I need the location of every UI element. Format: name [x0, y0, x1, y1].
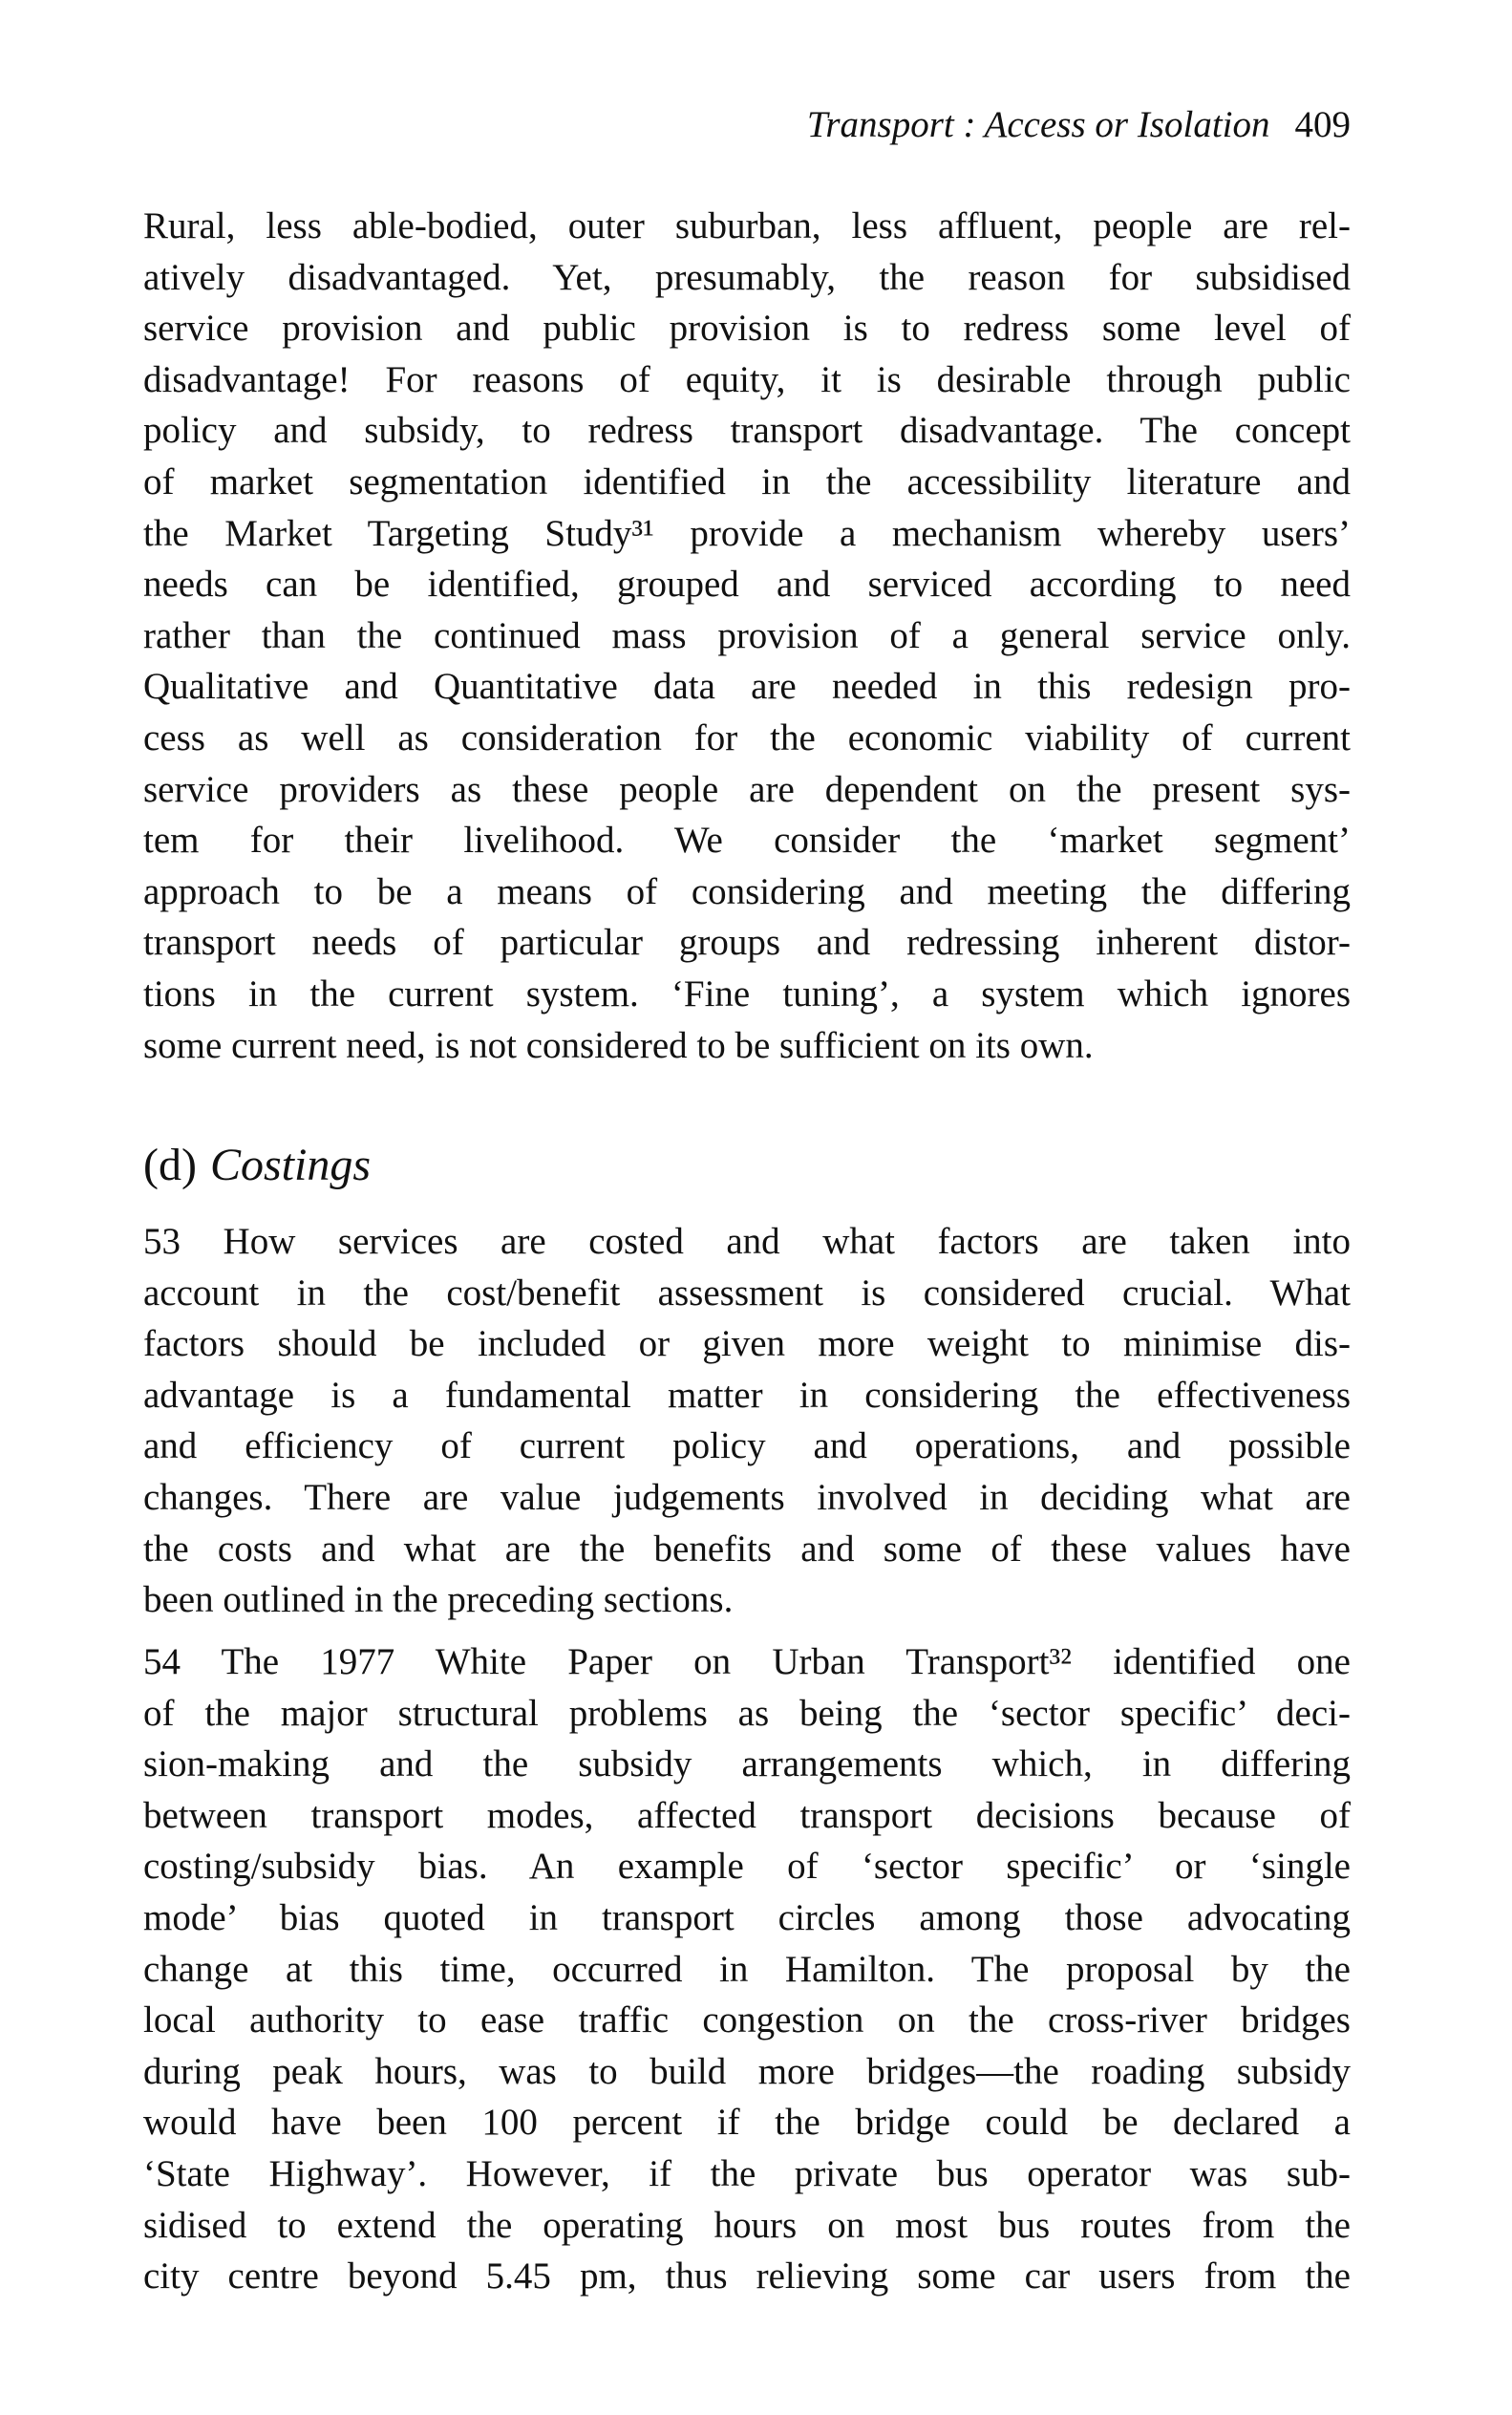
text-line: Rural, less able-bodied, outer suburban, less affluent, people are rel-: [143, 205, 1351, 246]
text-line: Qualitative and Quantitative data are needed in this redesign pro-: [143, 666, 1351, 708]
text-line: of the major structural problems as being the ‘sector specific’ deci-: [143, 1692, 1351, 1734]
text-line: mode’ bias quoted in transport circles among those advocating: [143, 1896, 1351, 1938]
section-heading: [143, 1139, 371, 1191]
text-line: changes. There are value judgements involved in deciding what are: [143, 1476, 1351, 1518]
text-line: rather than the continued mass provision of a general service only.: [143, 614, 1351, 656]
text-line: tions in the current system. ‘Fine tuning’, a system which ignores: [143, 972, 1351, 1015]
text-line: sidised to extend the operating hours on most bus routes from the: [143, 2204, 1351, 2246]
text-line: policy and subsidy, to redress transport disadvantage. The concept: [143, 410, 1351, 452]
section-label: (d): [143, 1140, 197, 1190]
text-line: atively disadvantaged. Yet, presumably, the reason for subsidised: [143, 256, 1351, 298]
text-line: sion-making and the subsidy arrangements which, in differing: [143, 1743, 1351, 1785]
text-line: transport needs of particular groups and redressing inherent distor-: [143, 922, 1351, 964]
text-line: of market segmentation identified in the accessibility literature and: [143, 460, 1351, 502]
text-line: and efficiency of current policy and operations, and possible: [143, 1425, 1351, 1467]
text-line: ‘State Highway’. However, if the private bus operator was sub-: [143, 2152, 1351, 2194]
paragraph-54: [143, 1636, 1351, 2302]
text-line: advantage is a fundamental matter in considering the effectiveness: [143, 1374, 1351, 1416]
text-line: between transport modes, affected transport decisions because of: [143, 1794, 1351, 1836]
text-line: change at this time, occurred in Hamilton. The proposal by the: [143, 1948, 1351, 1990]
text-line: costing/subsidy bias. An example of ‘sector specific’ or ‘single: [143, 1846, 1351, 1888]
text-line: 54 The 1977 White Paper on Urban Transport³² identified one: [143, 1641, 1351, 1682]
text-line: 53 How services are costed and what factors are taken into: [143, 1221, 1351, 1262]
running-header: [807, 103, 1351, 146]
text-line: cess as well as consideration for the economic viability of current: [143, 716, 1351, 759]
text-line: account in the cost/benefit assessment is considered crucial. What: [143, 1272, 1351, 1314]
text-line: some current need, is not considered to be sufficient on its own.: [143, 1024, 1094, 1066]
page-number: 409: [1294, 104, 1351, 145]
text-line: factors should be included or given more weight to minimise dis-: [143, 1323, 1351, 1365]
text-line: been outlined in the preceding sections.: [143, 1579, 734, 1621]
text-line: during peak hours, was to build more bridges—the roading subsidy: [143, 2050, 1351, 2092]
section-title: Costings: [209, 1140, 372, 1190]
text-line: service providers as these people are dependent on the present sys-: [143, 768, 1351, 810]
paragraph-53: [143, 1216, 1351, 1626]
text-line: local authority to ease traffic congestion on the cross-river bridges: [143, 1999, 1351, 2041]
text-line: disadvantage! For reasons of equity, it is desirable through public: [143, 358, 1351, 400]
text-line: would have been 100 percent if the bridge could be declared a: [143, 2102, 1351, 2144]
text-line: city centre beyond 5.45 pm, thus relieving some car users from the: [143, 2255, 1351, 2297]
text-line: the costs and what are the benefits and some of these values have: [143, 1528, 1351, 1570]
text-line: tem for their livelihood. We consider the ‘market segment’: [143, 820, 1351, 862]
paragraph-market-segmentation: [143, 201, 1351, 1071]
text-line: approach to be a means of considering and meeting the differing: [143, 870, 1351, 912]
text-line: needs can be identified, grouped and serviced according to need: [143, 564, 1351, 606]
running-title: Transport : Access or Isolation: [806, 104, 1270, 145]
text-line: the Market Targeting Study³¹ provide a mechanism whereby users’: [143, 512, 1351, 554]
text-line: service provision and public provision is to redress some level of: [143, 308, 1351, 350]
